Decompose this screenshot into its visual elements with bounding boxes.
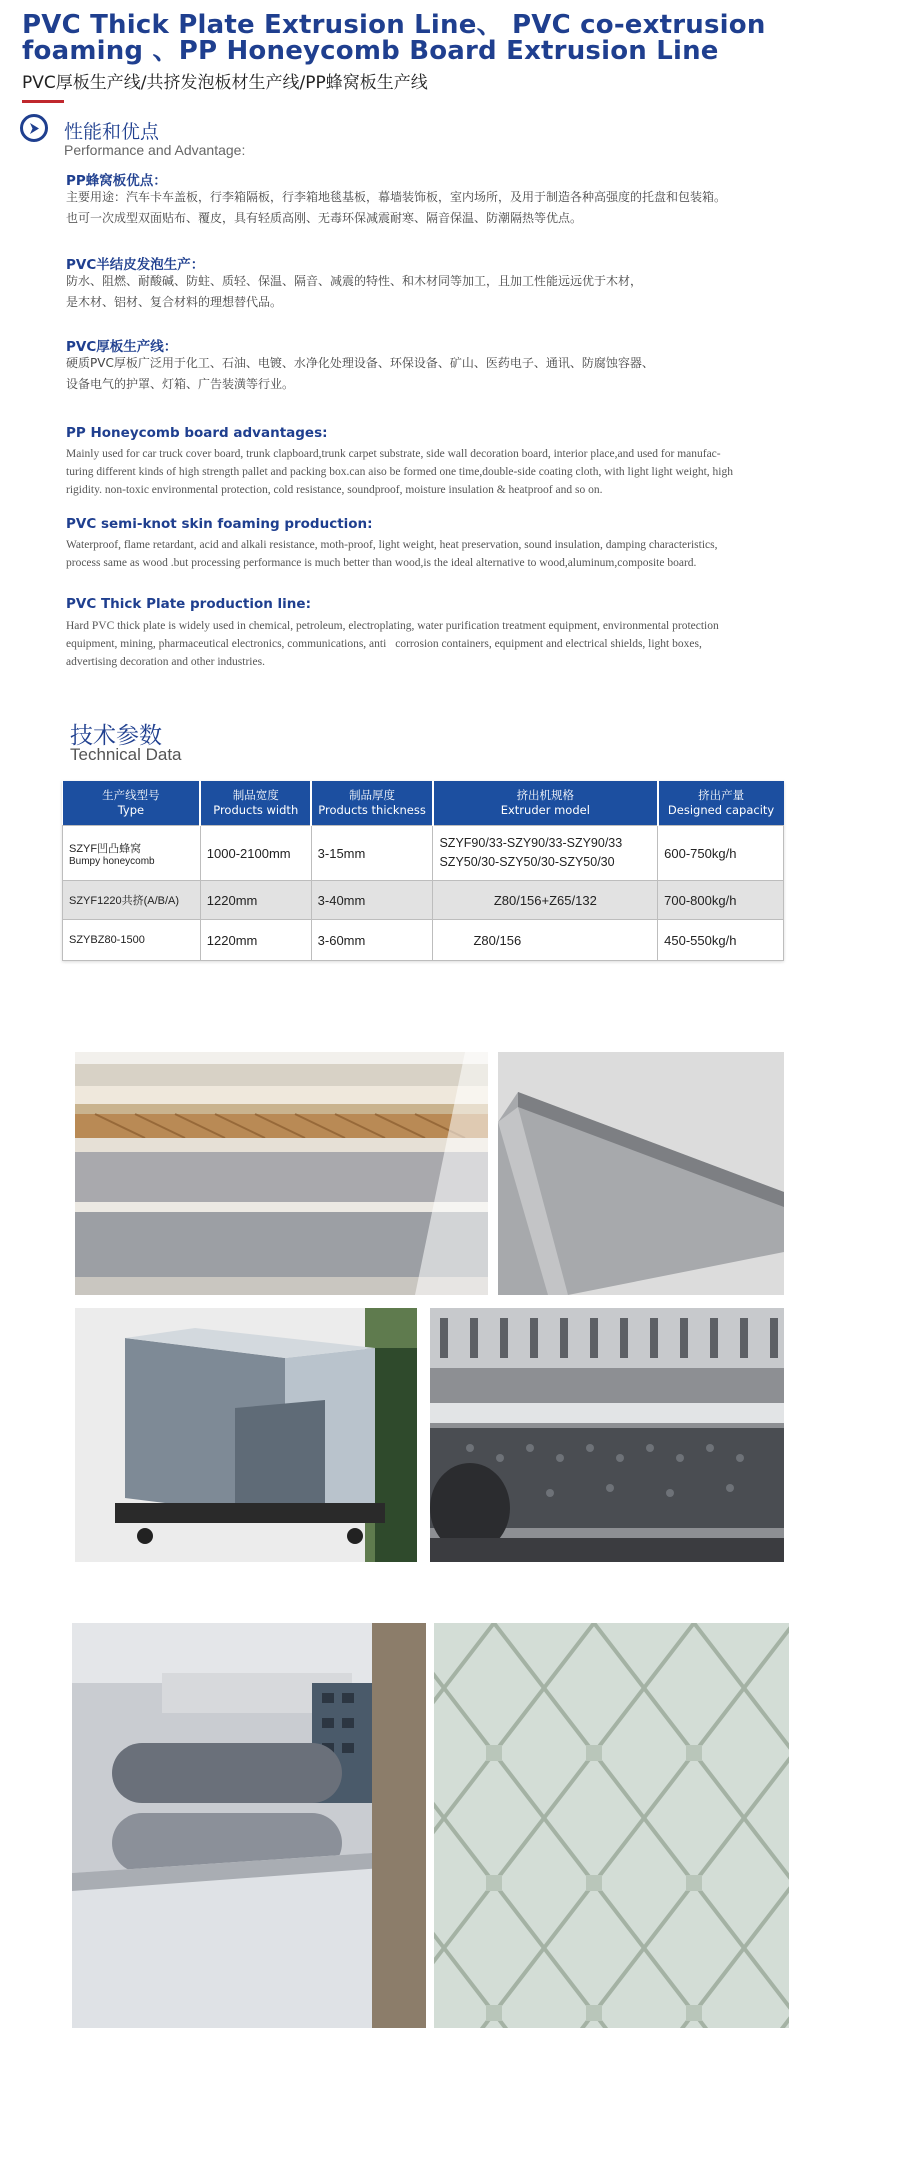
cn-heading-pp-honeycomb: PP蜂窝板优点：: [66, 173, 167, 189]
en-paragraph-pvc-foaming: [66, 536, 896, 572]
cell-thickness: 3-60mm: [311, 920, 433, 961]
page-title: [22, 12, 882, 64]
cell-extruder: [433, 826, 658, 881]
cell-type: [63, 826, 201, 881]
table-row: [63, 920, 784, 961]
text-line: Waterproof, flame retardant, acid and alkali resistance, moth-proof, light weight, heat preservation, sound insulation, damping characteristics,: [66, 539, 718, 551]
type-en: Bumpy honeycomb: [69, 855, 155, 867]
cn-heading-pvc-thick: PVC厚板生产线：: [66, 339, 178, 355]
header-type: [63, 781, 201, 826]
embossing-roller-photo: [430, 1308, 784, 1562]
cell-capacity: 600-750kg/h: [658, 826, 784, 881]
title-line-1: PVC Thick Plate Extrusion Line、 PVC co-extrusion: [22, 10, 766, 40]
table-row: [63, 826, 784, 881]
cell-width: 1220mm: [200, 881, 311, 920]
cell-thickness: 3-15mm: [311, 826, 433, 881]
honeycomb-box-photo: [75, 1308, 417, 1562]
text-line: 主要用途：汽车卡车盖板，行李箱隔板，行李箱地毯基板，幕墙装饰板，室内场所，及用于制造各种高强度的托盘和包装箱。: [66, 190, 727, 204]
table-header-row: [63, 781, 784, 826]
en-heading-pvc-thick: PVC Thick Plate production line:: [66, 596, 311, 612]
stacked-boards-photo: [75, 1052, 488, 1295]
title-underline: [22, 100, 64, 103]
header-en: Designed capacity: [667, 803, 775, 817]
cn-paragraph-pp-honeycomb: [66, 187, 886, 229]
cell-extruder: Z80/156+Z65/132: [433, 881, 658, 920]
arrow-circle-icon: [20, 114, 48, 142]
text-line: process same as wood .but processing performance is much better than wood,is the ideal alternative to wood,aluminum,composite board.: [66, 557, 697, 569]
extruder-line: SZYF90/33-SZY90/33-SZY90/33: [439, 836, 623, 850]
header-cn: 生产线型号: [102, 788, 160, 802]
grey-thick-plate-photo: [498, 1052, 784, 1295]
extruder-line: SZY50/30-SZY50/30-SZY50/30: [439, 855, 615, 869]
cell-width: 1000-2100mm: [200, 826, 311, 881]
text-line: Hard PVC thick plate is widely used in chemical, petroleum, electroplating, water purification treatment equipment, environmental protection: [66, 620, 719, 632]
production-line-photo: [72, 1623, 426, 2028]
text-line: equipment, mining, pharmaceutical electronics, communications, anti corrosion containers, equipment and electrical shields, light boxes,: [66, 638, 702, 650]
performance-title-cn: 性能和优点: [64, 121, 160, 143]
technical-title-en: Technical Data: [70, 745, 182, 764]
cell-extruder: Z80/156: [433, 920, 658, 961]
en-paragraph-pp-honeycomb: [66, 445, 896, 499]
header-cn: 挤出机规格: [516, 788, 575, 802]
header-en: Extruder model: [500, 803, 590, 817]
header-width: [200, 781, 311, 826]
header-cn: 制品厚度: [349, 788, 396, 802]
text-line: 是木材、铝材、复合材料的理想替代品。: [66, 295, 283, 309]
quilted-panel-photo: [434, 1623, 789, 2028]
text-line: advertising decoration and other industries.: [66, 656, 265, 668]
cell-width: 1220mm: [200, 920, 311, 961]
header-extruder: [433, 781, 658, 826]
cn-paragraph-pvc-thick: [66, 353, 886, 395]
technical-title-cn: 技术参数: [70, 723, 162, 749]
header-en: Products thickness: [318, 803, 426, 817]
header-capacity: [658, 781, 784, 826]
type-cn: SZYF凹凸蜂窝: [69, 842, 142, 855]
header-cn: 制品宽度: [232, 788, 279, 802]
text-line: 硬质PVC厚板广泛用于化工、石油、电镀、水净化处理设备、环保设备、矿山、医药电子、通讯、防腐蚀容器、: [66, 356, 654, 370]
page-subtitle: PVC厚板生产线/共挤发泡板材生产线/PP蜂窝板生产线: [22, 73, 428, 93]
technical-data-table: [62, 781, 784, 961]
text-line: rigidity. non-toxic environmental protection, cold resistance, soundproof, moisture insulation & heatproof and so on.: [66, 484, 603, 496]
en-heading-pp-honeycomb: PP Honeycomb board advantages:: [66, 425, 328, 441]
cn-paragraph-pvc-foaming: [66, 271, 886, 313]
cn-heading-pvc-foaming: PVC半结皮发泡生产：: [66, 257, 205, 273]
header-en: Type: [117, 803, 145, 817]
table-row: [63, 881, 784, 920]
text-line: 也可一次成型双面贴布、覆皮，具有轻质高刚、无毒环保减震耐寒、隔音保温、防潮隔热等优点。: [66, 211, 583, 225]
cell-thickness: 3-40mm: [311, 881, 433, 920]
cell-capacity: 700-800kg/h: [658, 881, 784, 920]
text-line: turing different kinds of high strength pallet and packing box.can aiso be formed one time,double-side coating cloth, with light light weight, high: [66, 466, 733, 478]
cell-type: SZYF1220共挤(A/B/A): [63, 881, 201, 920]
en-paragraph-pvc-thick: [66, 617, 896, 671]
cell-capacity: 450-550kg/h: [658, 920, 784, 961]
header-thickness: [311, 781, 433, 826]
text-line: Mainly used for car truck cover board, trunk clapboard,trunk carpet substrate, side wall decoration board, interior place,and used for manufac-: [66, 448, 721, 460]
title-line-2: foaming 、PP Honeycomb Board Extrusion Line: [22, 36, 719, 66]
cell-type: SZYBZ80-1500: [63, 920, 201, 961]
en-heading-pvc-foaming: PVC semi-knot skin foaming production:: [66, 516, 373, 532]
text-line: 设备电气的护罩、灯箱、广告装潢等行业。: [66, 377, 295, 391]
header-cn: 挤出产量: [698, 788, 745, 802]
performance-title-en: Performance and Advantage:: [64, 142, 246, 158]
header-en: Products width: [213, 803, 299, 817]
text-line: 防水、阻燃、耐酸碱、防蛀、质轻、保温、隔音、减震的特性、和木材同等加工，且加工性能远远优于木材，: [66, 274, 643, 288]
